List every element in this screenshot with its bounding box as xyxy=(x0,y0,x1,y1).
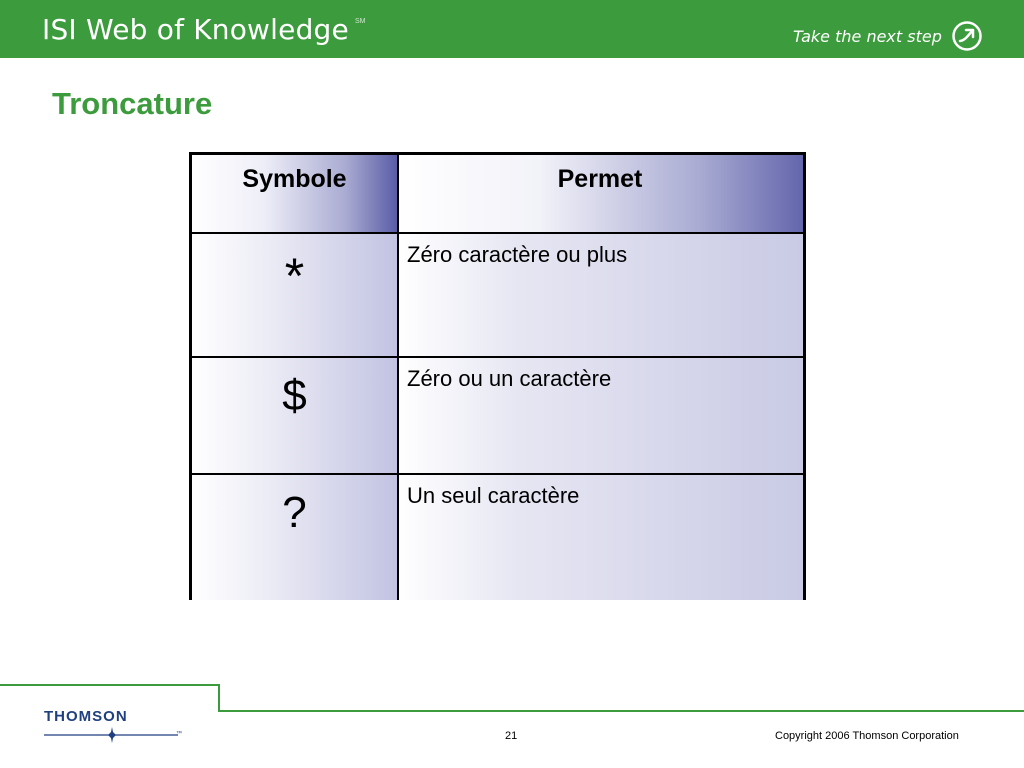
symbol-dollar: $ xyxy=(282,371,307,420)
footer-divider xyxy=(218,710,1024,712)
description-cell xyxy=(397,233,803,357)
description-cell xyxy=(397,357,803,474)
brand-title: ISI Web of Knowledge xyxy=(42,13,349,46)
column-divider xyxy=(397,155,399,600)
truncation-table xyxy=(189,152,806,600)
header-permet: Permet xyxy=(557,165,643,193)
symbol-cell xyxy=(192,474,397,600)
footer-divider xyxy=(218,684,220,711)
description-text: Un seul caractère xyxy=(407,483,580,508)
slide-title: Troncature xyxy=(52,86,213,121)
header-band xyxy=(0,0,1024,58)
page-number: 21 xyxy=(505,730,518,742)
star-line-icon xyxy=(44,727,184,743)
thomson-logo: THOMSON xyxy=(44,708,128,725)
description-text: Zéro ou un caractère xyxy=(407,366,612,391)
tagline: Take the next step xyxy=(793,27,942,46)
symbol-cell xyxy=(192,233,397,357)
table-header-cell xyxy=(192,155,397,233)
footer-divider xyxy=(0,684,219,686)
table-header-cell xyxy=(397,155,803,233)
symbol-asterisk: * xyxy=(284,248,305,304)
header-symbole: Symbole xyxy=(242,165,347,193)
symbol-question: ? xyxy=(282,488,307,537)
arrow-circle-icon xyxy=(952,21,982,51)
description-cell xyxy=(397,474,803,600)
row-divider xyxy=(192,356,803,358)
trademark-mark: ™ xyxy=(176,731,182,737)
row-divider xyxy=(192,473,803,475)
symbol-cell xyxy=(192,357,397,474)
description-text: Zéro caractère ou plus xyxy=(407,242,628,267)
copyright-notice: Copyright 2006 Thomson Corporation xyxy=(775,730,959,742)
row-divider xyxy=(192,232,803,234)
service-mark: SM xyxy=(355,18,366,25)
